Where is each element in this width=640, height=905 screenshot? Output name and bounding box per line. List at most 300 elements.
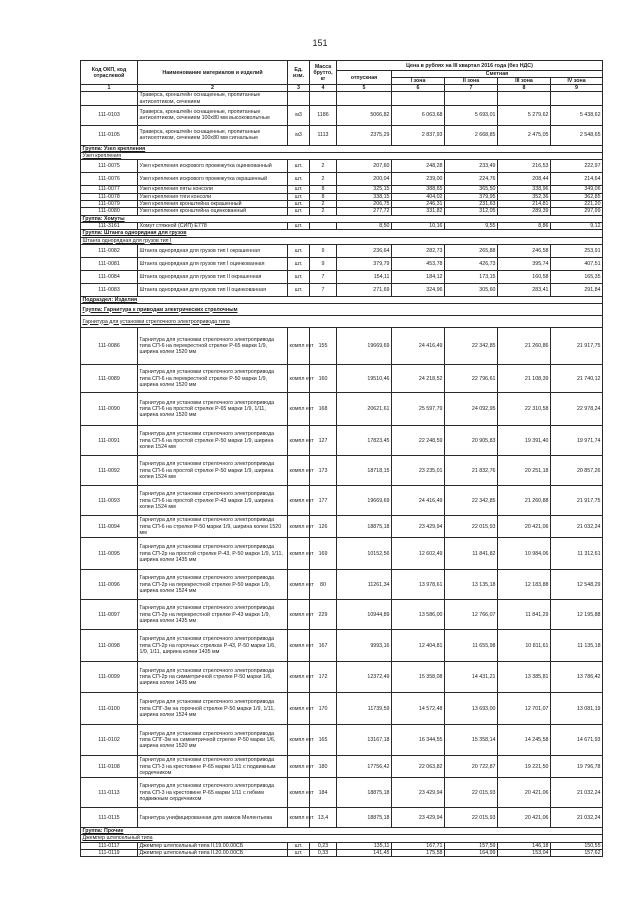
section-row xyxy=(81,828,603,835)
zone-1-price-cell: 453,78 xyxy=(392,257,445,270)
name-cell: Хомут стяжной (СИП) Е778 xyxy=(138,222,288,229)
code-cell: 111-0119 xyxy=(81,850,138,857)
mass-cell: 173 xyxy=(310,456,337,486)
zone-2-price-cell: 20 905,83 xyxy=(445,426,498,456)
name-cell: Штанга однорядная для грузов тип I окрашенная xyxy=(138,244,288,257)
table-row xyxy=(81,808,603,828)
column-number: 3 xyxy=(288,85,310,92)
zone-2-price-cell: 11 841,82 xyxy=(445,538,498,570)
unit-cell: шт. xyxy=(288,208,310,215)
zone-3-price-cell: 160,58 xyxy=(498,270,551,283)
mass-cell: 2 xyxy=(310,208,337,215)
zone-3-price-cell xyxy=(498,92,551,106)
zone-1-price-cell: 6 063,68 xyxy=(392,105,445,125)
zone-4-price-cell: 165,35 xyxy=(551,270,603,283)
name-cell: Гарнитура для установки стрелочного электропривода типа СП-6 на простой стрелке Р-50 марки 1/9, ширина колеи 1524 мм xyxy=(138,426,288,456)
table-row xyxy=(81,456,603,486)
mass-cell: 172 xyxy=(310,662,337,693)
code-cell: 111-0113 xyxy=(81,778,138,808)
release-price-cell: 19510,46 xyxy=(337,365,392,393)
column-number: 6 xyxy=(392,85,445,92)
code-cell: 111-0102 xyxy=(81,725,138,756)
release-price-cell: 271,69 xyxy=(337,283,392,296)
code-cell: 111-0079 xyxy=(81,201,138,208)
zone-2-price-cell: 21 832,76 xyxy=(445,456,498,486)
zone-4-price-cell: 12 195,88 xyxy=(551,600,603,630)
table-row xyxy=(81,270,603,283)
unit-cell: м3 xyxy=(288,105,310,125)
section-title: Гарнитура для установки стрелочного электропривода типа xyxy=(81,316,603,328)
zone-1-price-cell: 24 416,49 xyxy=(392,486,445,516)
name-cell: Джемпер штепсельный типа II.20.00.00СБ xyxy=(138,850,288,857)
zone-2-price-cell: 164,99 xyxy=(445,850,498,857)
code-cell: 111-0077 xyxy=(81,186,138,193)
unit-cell: компл ект xyxy=(288,725,310,756)
table-row xyxy=(81,393,603,426)
zone-2-price-cell: 14 431,21 xyxy=(445,662,498,693)
release-price-cell: 200,04 xyxy=(337,173,392,186)
unit-cell: компл ект xyxy=(288,365,310,393)
section-title: Джемпер штепсельный типа xyxy=(81,835,603,842)
unit-cell: шт. xyxy=(288,283,310,296)
header-price-group: Цена в рублях на III квартал 2016 года (без НДС) xyxy=(337,61,603,71)
zone-1-price-cell: 23 429,94 xyxy=(392,808,445,828)
mass-cell: 165 xyxy=(310,725,337,756)
zone-2-price-cell: 22 796,61 xyxy=(445,365,498,393)
unit-cell xyxy=(288,92,310,106)
table-row xyxy=(81,570,603,600)
release-price-cell: 17823,45 xyxy=(337,426,392,456)
code-cell: 111-0095 xyxy=(81,538,138,570)
zone-4-price-cell: 11 135,18 xyxy=(551,630,603,662)
zone-2-price-cell: 231,63 xyxy=(445,201,498,208)
name-cell: Гарнитура для установки стрелочного электропривода типа СП-6 на перекрестной стрелке Р-65 марки 1/9, ширина колеи 1520 мм xyxy=(138,328,288,365)
zone-1-price-cell: 23 429,94 xyxy=(392,516,445,538)
release-price-cell: 12372,49 xyxy=(337,662,392,693)
mass-cell: 2 xyxy=(310,201,337,208)
mass-cell: 7 xyxy=(310,283,337,296)
mass-cell: 0,23 xyxy=(310,842,337,849)
zone-1-price-cell: 12 404,81 xyxy=(392,630,445,662)
unit-cell: компл ект xyxy=(288,486,310,516)
zone-3-price-cell: 20 421,06 xyxy=(498,778,551,808)
zone-1-price-cell: 246,31 xyxy=(392,201,445,208)
name-cell: Гарнитура для установки стрелочного электропривода типа СП-3 на крестовине Р-65 марки 1/11 с подвижным сердечником xyxy=(138,756,288,778)
zone-2-price-cell: 22 015,93 xyxy=(445,808,498,828)
unit-cell: шт. xyxy=(288,222,310,229)
unit-cell: компл ект xyxy=(288,570,310,600)
section-row xyxy=(81,316,603,328)
column-number: 1 xyxy=(81,85,138,92)
zone-2-price-cell: 22 342,85 xyxy=(445,486,498,516)
name-cell: Гарнитура для установки стрелочного электропривода типа СП-6 на простой стрелке Р-65 марки 1/9, 1/11, ширина колеи 1520 мм xyxy=(138,393,288,426)
table-row xyxy=(81,193,603,200)
table-row xyxy=(81,105,603,125)
zone-4-price-cell: 150,55 xyxy=(551,842,603,849)
column-number: 7 xyxy=(445,85,498,92)
table-row xyxy=(81,516,603,538)
zone-2-price-cell: 22 015,93 xyxy=(445,778,498,808)
code-cell: 111-0092 xyxy=(81,456,138,486)
release-price-cell: 18718,15 xyxy=(337,456,392,486)
name-cell: Гарнитура для установки стрелочного электропривода типа СПГ-3м на горочной стрелке Р-50 марки 1/9, 1/11, ширина колеи 1524 мм xyxy=(138,693,288,725)
release-price-cell: 338,15 xyxy=(337,193,392,200)
release-price-cell: 8,50 xyxy=(337,222,392,229)
zone-3-price-cell: 2 475,05 xyxy=(498,125,551,145)
mass-cell: 0,33 xyxy=(310,850,337,857)
release-price-cell: 18875,18 xyxy=(337,516,392,538)
mass-cell: 229 xyxy=(310,600,337,630)
table-row xyxy=(81,600,603,630)
table-row xyxy=(81,92,603,106)
name-cell: Джемпер штепсельный типа II.19.00.00СБ xyxy=(138,842,288,849)
zone-4-price-cell: 20 857,26 xyxy=(551,456,603,486)
zone-3-price-cell: 153,04 xyxy=(498,850,551,857)
table-row xyxy=(81,693,603,725)
mass-cell xyxy=(310,222,337,229)
mass-cell: 177 xyxy=(310,486,337,516)
zone-3-price-cell: 13 385,81 xyxy=(498,662,551,693)
zone-4-price-cell: 157,62 xyxy=(551,850,603,857)
code-cell: 111-0115 xyxy=(81,808,138,828)
column-number: 9 xyxy=(551,85,603,92)
table-row xyxy=(81,426,603,456)
release-price-cell: 141,45 xyxy=(337,850,392,857)
mass-cell: 13,4 xyxy=(310,808,337,828)
zone-4-price-cell: 19 796,78 xyxy=(551,756,603,778)
zone-3-price-cell: 10 811,61 xyxy=(498,630,551,662)
zone-4-price-cell: 362,85 xyxy=(551,193,603,200)
mass-cell: 169 xyxy=(310,538,337,570)
name-cell: Штанга однорядная для грузов тип II оцинкованная xyxy=(138,283,288,296)
zone-4-price-cell: 297,99 xyxy=(551,208,603,215)
header-estimate: Сметная xyxy=(392,71,603,78)
zone-3-price-cell: 283,41 xyxy=(498,283,551,296)
section-title: Группа: Прочие xyxy=(81,828,603,835)
zone-1-price-cell: 14 572,48 xyxy=(392,693,445,725)
code-cell xyxy=(81,92,138,106)
unit-cell: шт. xyxy=(288,257,310,270)
zone-4-price-cell: 22 978,24 xyxy=(551,393,603,426)
zone-2-price-cell: 312,05 xyxy=(445,208,498,215)
header-code: Код ОКП, код отраслевой xyxy=(81,61,138,85)
zone-1-price-cell: 22 248,59 xyxy=(392,426,445,456)
code-cell: 111-0091 xyxy=(81,426,138,456)
release-price-cell: 5066,82 xyxy=(337,105,392,125)
section-row xyxy=(81,296,603,303)
code-cell: 111-0098 xyxy=(81,630,138,662)
column-number: 4 xyxy=(310,85,337,92)
table-row xyxy=(81,538,603,570)
zone-1-price-cell: 167,71 xyxy=(392,842,445,849)
unit-cell: компл ект xyxy=(288,778,310,808)
unit-cell: компл ект xyxy=(288,393,310,426)
zone-3-price-cell: 11 841,29 xyxy=(498,600,551,630)
code-cell: 111-0080 xyxy=(81,208,138,215)
zone-3-price-cell: 352,36 xyxy=(498,193,551,200)
zone-1-price-cell: 175,58 xyxy=(392,850,445,857)
mass-cell: 80 xyxy=(310,570,337,600)
zone-4-price-cell: 214,64 xyxy=(551,173,603,186)
unit-cell: компл ект xyxy=(288,426,310,456)
section-row xyxy=(81,835,603,842)
zone-2-price-cell: 379,95 xyxy=(445,193,498,200)
zone-4-price-cell: 14 671,93 xyxy=(551,725,603,756)
release-price-cell: 325,15 xyxy=(337,186,392,193)
unit-cell: шт. xyxy=(288,842,310,849)
unit-cell: шт. xyxy=(288,850,310,857)
table-row xyxy=(81,662,603,693)
section-row xyxy=(81,230,603,237)
table-row xyxy=(81,328,603,365)
unit-cell: шт. xyxy=(288,173,310,186)
zone-2-price-cell: 5 693,01 xyxy=(445,105,498,125)
section-title: Штанга однорядная для грузов тип I xyxy=(81,237,603,244)
column-number: 8 xyxy=(498,85,551,92)
release-price-cell: 2375,29 xyxy=(337,125,392,145)
zone-2-price-cell: 22 342,85 xyxy=(445,328,498,365)
mass-cell: 184 xyxy=(310,778,337,808)
code-cell: 111-0089 xyxy=(81,365,138,393)
zone-4-price-cell: 5 438,62 xyxy=(551,105,603,125)
table-row xyxy=(81,850,603,857)
unit-cell: компл ект xyxy=(288,600,310,630)
code-cell: 111-0083 xyxy=(81,283,138,296)
price-table xyxy=(80,60,603,857)
table-row xyxy=(81,222,603,229)
section-row xyxy=(81,237,603,244)
unit-cell: компл ект xyxy=(288,808,310,828)
zone-3-price-cell: 10 984,06 xyxy=(498,538,551,570)
header-mass: Масса брутто, кг xyxy=(310,61,337,85)
name-cell: Гарнитура для установки стрелочного электропривода типа СП-3 на крестовине Р-65 марки 1/11 с гибким подвижным сердечником xyxy=(138,778,288,808)
table-row xyxy=(81,630,603,662)
mass-cell: 2 xyxy=(310,173,337,186)
code-cell: 111-0084 xyxy=(81,270,138,283)
code-cell: 111-0099 xyxy=(81,662,138,693)
release-price-cell: 19669,69 xyxy=(337,486,392,516)
name-cell: Узел крепления кронштейна оцинкованный xyxy=(138,208,288,215)
zone-3-price-cell: 208,44 xyxy=(498,173,551,186)
zone-4-price-cell: 407,51 xyxy=(551,257,603,270)
zone-3-price-cell: 20 251,18 xyxy=(498,456,551,486)
unit-cell: компл ект xyxy=(288,456,310,486)
zone-3-price-cell: 21 260,88 xyxy=(498,486,551,516)
code-cell: 111-0075 xyxy=(81,160,138,173)
release-price-cell xyxy=(337,92,392,106)
zone-3-price-cell: 22 310,58 xyxy=(498,393,551,426)
zone-3-price-cell: 20 421,06 xyxy=(498,808,551,828)
mass-cell: 8 xyxy=(310,193,337,200)
zone-1-price-cell: 248,28 xyxy=(392,160,445,173)
zone-2-price-cell: 11 655,98 xyxy=(445,630,498,662)
header-unit: Ед. изм. xyxy=(288,61,310,85)
name-cell: Гарнитура для установки стрелочного электропривода типа СПГ-3м на симметричной стрелке Р-50 марки 1/6, ширина колеи 1520 мм xyxy=(138,725,288,756)
zone-3-price-cell: 246,58 xyxy=(498,244,551,257)
code-cell: 111-0081 xyxy=(81,257,138,270)
zone-4-price-cell: 13 786,42 xyxy=(551,662,603,693)
mass-cell: 1186 xyxy=(310,105,337,125)
zone-4-price-cell: 9,12 xyxy=(551,222,603,229)
table-row xyxy=(81,486,603,516)
release-price-cell: 17756,42 xyxy=(337,756,392,778)
zone-3-price-cell: 216,53 xyxy=(498,160,551,173)
name-cell: Гарнитура для установки стрелочного электропривода типа СП-6 на простой стрелке Р-50 марки 1/9, ширина колеи 1524 мм xyxy=(138,456,288,486)
mass-cell: 2 xyxy=(310,160,337,173)
name-cell: Гарнитура для установки стрелочного электропривода типа СП-2р на симметричной стрелке Р-50 марки 1/6, ширина колеи 1435 мм xyxy=(138,662,288,693)
zone-1-price-cell: 13 978,61 xyxy=(392,570,445,600)
zone-1-price-cell: 12 602,49 xyxy=(392,538,445,570)
header-zone-3: III зона xyxy=(498,78,551,85)
mass-cell: 170 xyxy=(310,693,337,725)
name-cell: Узел крепления тяги консоли xyxy=(138,193,288,200)
zone-2-price-cell: 157,59 xyxy=(445,842,498,849)
zone-1-price-cell: 2 837,93 xyxy=(392,125,445,145)
name-cell: Узел крепления искрового промежутка окрашенный xyxy=(138,173,288,186)
code-cell: 111-0090 xyxy=(81,393,138,426)
zone-2-price-cell: 365,50 xyxy=(445,186,498,193)
name-cell: Гарнитура для установки стрелочного электропривода типа СП-2р на горочных стрелках Р-43, Р-50 марки 1/6, 1/9, 1/11, ширина колеи 1435 мм xyxy=(138,630,288,662)
zone-4-price-cell: 21 032,24 xyxy=(551,516,603,538)
release-price-cell: 11739,59 xyxy=(337,693,392,725)
code-cell: 111-0117 xyxy=(81,842,138,849)
zone-1-price-cell: 239,00 xyxy=(392,173,445,186)
section-row xyxy=(81,304,603,316)
mass-cell: 8 xyxy=(310,186,337,193)
release-price-cell: 10152,56 xyxy=(337,538,392,570)
zone-4-price-cell: 221,20 xyxy=(551,201,603,208)
unit-cell: шт. xyxy=(288,160,310,173)
table-row xyxy=(81,778,603,808)
section-row xyxy=(81,215,603,222)
name-cell: Штанга однорядная для грузов тип I оцинкованная xyxy=(138,257,288,270)
zone-3-price-cell: 8,86 xyxy=(498,222,551,229)
zone-2-price-cell: 426,73 xyxy=(445,257,498,270)
mass-cell: 160 xyxy=(310,365,337,393)
zone-3-price-cell: 12 701,07 xyxy=(498,693,551,725)
zone-3-price-cell: 21 260,86 xyxy=(498,328,551,365)
zone-2-price-cell: 12 766,07 xyxy=(445,600,498,630)
zone-1-price-cell: 25 597,79 xyxy=(392,393,445,426)
zone-2-price-cell: 22 015,93 xyxy=(445,516,498,538)
release-price-cell: 19669,69 xyxy=(337,328,392,365)
release-price-cell: 20621,61 xyxy=(337,393,392,426)
section-title: Группа: Гарнитура к приводам электрических стрелочным xyxy=(81,304,603,316)
unit-cell: компл ект xyxy=(288,756,310,778)
section-row xyxy=(81,153,603,160)
zone-1-price-cell: 23 429,94 xyxy=(392,778,445,808)
zone-3-price-cell: 289,39 xyxy=(498,208,551,215)
page-number: 151 xyxy=(312,38,328,48)
mass-cell: 9 xyxy=(310,257,337,270)
zone-1-price-cell: 282,73 xyxy=(392,244,445,257)
zone-4-price-cell: 253,91 xyxy=(551,244,603,257)
table-row xyxy=(81,725,603,756)
unit-cell: компл ект xyxy=(288,693,310,725)
header-zone-4: IV зона xyxy=(551,78,603,85)
name-cell: Гарнитура для установки стрелочного электропривода типа СП-2р на перекрестной стрелке Р-50 марки 1/9, ширина колеи 1524 мм xyxy=(138,570,288,600)
table-row xyxy=(81,186,603,193)
section-title: Подраздел: Изделия xyxy=(81,296,603,303)
unit-cell: шт. xyxy=(288,193,310,200)
mass-cell: 127 xyxy=(310,426,337,456)
zone-3-price-cell: 12 183,88 xyxy=(498,570,551,600)
zone-4-price-cell xyxy=(551,92,603,106)
release-price-cell: 13167,18 xyxy=(337,725,392,756)
zone-1-price-cell: 13 586,00 xyxy=(392,600,445,630)
zone-4-price-cell: 21 917,75 xyxy=(551,328,603,365)
zone-4-price-cell: 19 971,74 xyxy=(551,426,603,456)
table-row xyxy=(81,173,603,186)
section-title: Группа: Хомуты xyxy=(81,215,603,222)
code-cell: 111-0094 xyxy=(81,516,138,538)
code-cell: 111-0096 xyxy=(81,570,138,600)
release-price-cell: 206,75 xyxy=(337,201,392,208)
zone-1-price-cell: 184,12 xyxy=(392,270,445,283)
zone-4-price-cell: 349,06 xyxy=(551,186,603,193)
release-price-cell: 11261,34 xyxy=(337,570,392,600)
zone-2-price-cell: 9,55 xyxy=(445,222,498,229)
header-zone-2: II зона xyxy=(445,78,498,85)
zone-1-price-cell: 15 358,08 xyxy=(392,662,445,693)
zone-4-price-cell: 21 032,24 xyxy=(551,808,603,828)
zone-4-price-cell: 21 032,24 xyxy=(551,778,603,808)
code-cell: 111-0097 xyxy=(81,600,138,630)
name-cell: Штанга однорядная для грузов тип II окрашенная xyxy=(138,270,288,283)
zone-1-price-cell: 24 416,49 xyxy=(392,328,445,365)
release-price-cell: 379,79 xyxy=(337,257,392,270)
zone-1-price-cell: 24 218,52 xyxy=(392,365,445,393)
name-cell: Гарнитура унифицированная для замков Мелентьева xyxy=(138,808,288,828)
zone-4-price-cell: 21 740,12 xyxy=(551,365,603,393)
release-price-cell: 277,72 xyxy=(337,208,392,215)
mass-cell: 9 xyxy=(310,244,337,257)
zone-2-price-cell: 173,15 xyxy=(445,270,498,283)
zone-3-price-cell: 5 279,62 xyxy=(498,105,551,125)
name-cell: Узел крепления кронштейна окрашенный xyxy=(138,201,288,208)
release-price-cell: 18875,18 xyxy=(337,778,392,808)
zone-1-price-cell xyxy=(392,92,445,106)
zone-4-price-cell: 2 548,65 xyxy=(551,125,603,145)
zone-4-price-cell: 291,84 xyxy=(551,283,603,296)
zone-3-price-cell: 146,18 xyxy=(498,842,551,849)
zone-2-price-cell: 24 092,95 xyxy=(445,393,498,426)
code-cell: 111-0086 xyxy=(81,328,138,365)
mass-cell xyxy=(310,92,337,106)
release-price-cell: 236,64 xyxy=(337,244,392,257)
section-row xyxy=(81,145,603,152)
code-cell: 111-0076 xyxy=(81,173,138,186)
zone-3-price-cell: 19 221,50 xyxy=(498,756,551,778)
zone-3-price-cell: 20 421,06 xyxy=(498,516,551,538)
release-price-cell: 135,11 xyxy=(337,842,392,849)
unit-cell: компл ект xyxy=(288,328,310,365)
zone-1-price-cell: 404,02 xyxy=(392,193,445,200)
zone-4-price-cell: 12 548,29 xyxy=(551,570,603,600)
table-row xyxy=(81,756,603,778)
unit-cell: компл ект xyxy=(288,662,310,693)
zone-3-price-cell: 14 245,58 xyxy=(498,725,551,756)
zone-1-price-cell: 23 235,01 xyxy=(392,456,445,486)
mass-cell: 126 xyxy=(310,516,337,538)
zone-1-price-cell: 16 344,55 xyxy=(392,725,445,756)
code-cell: 111-3161 xyxy=(81,222,138,229)
section-title: Узел крепления xyxy=(81,153,603,160)
zone-2-price-cell: 233,49 xyxy=(445,160,498,173)
zone-3-price-cell: 21 108,39 xyxy=(498,365,551,393)
zone-1-price-cell: 10,16 xyxy=(392,222,445,229)
unit-cell: шт. xyxy=(288,186,310,193)
